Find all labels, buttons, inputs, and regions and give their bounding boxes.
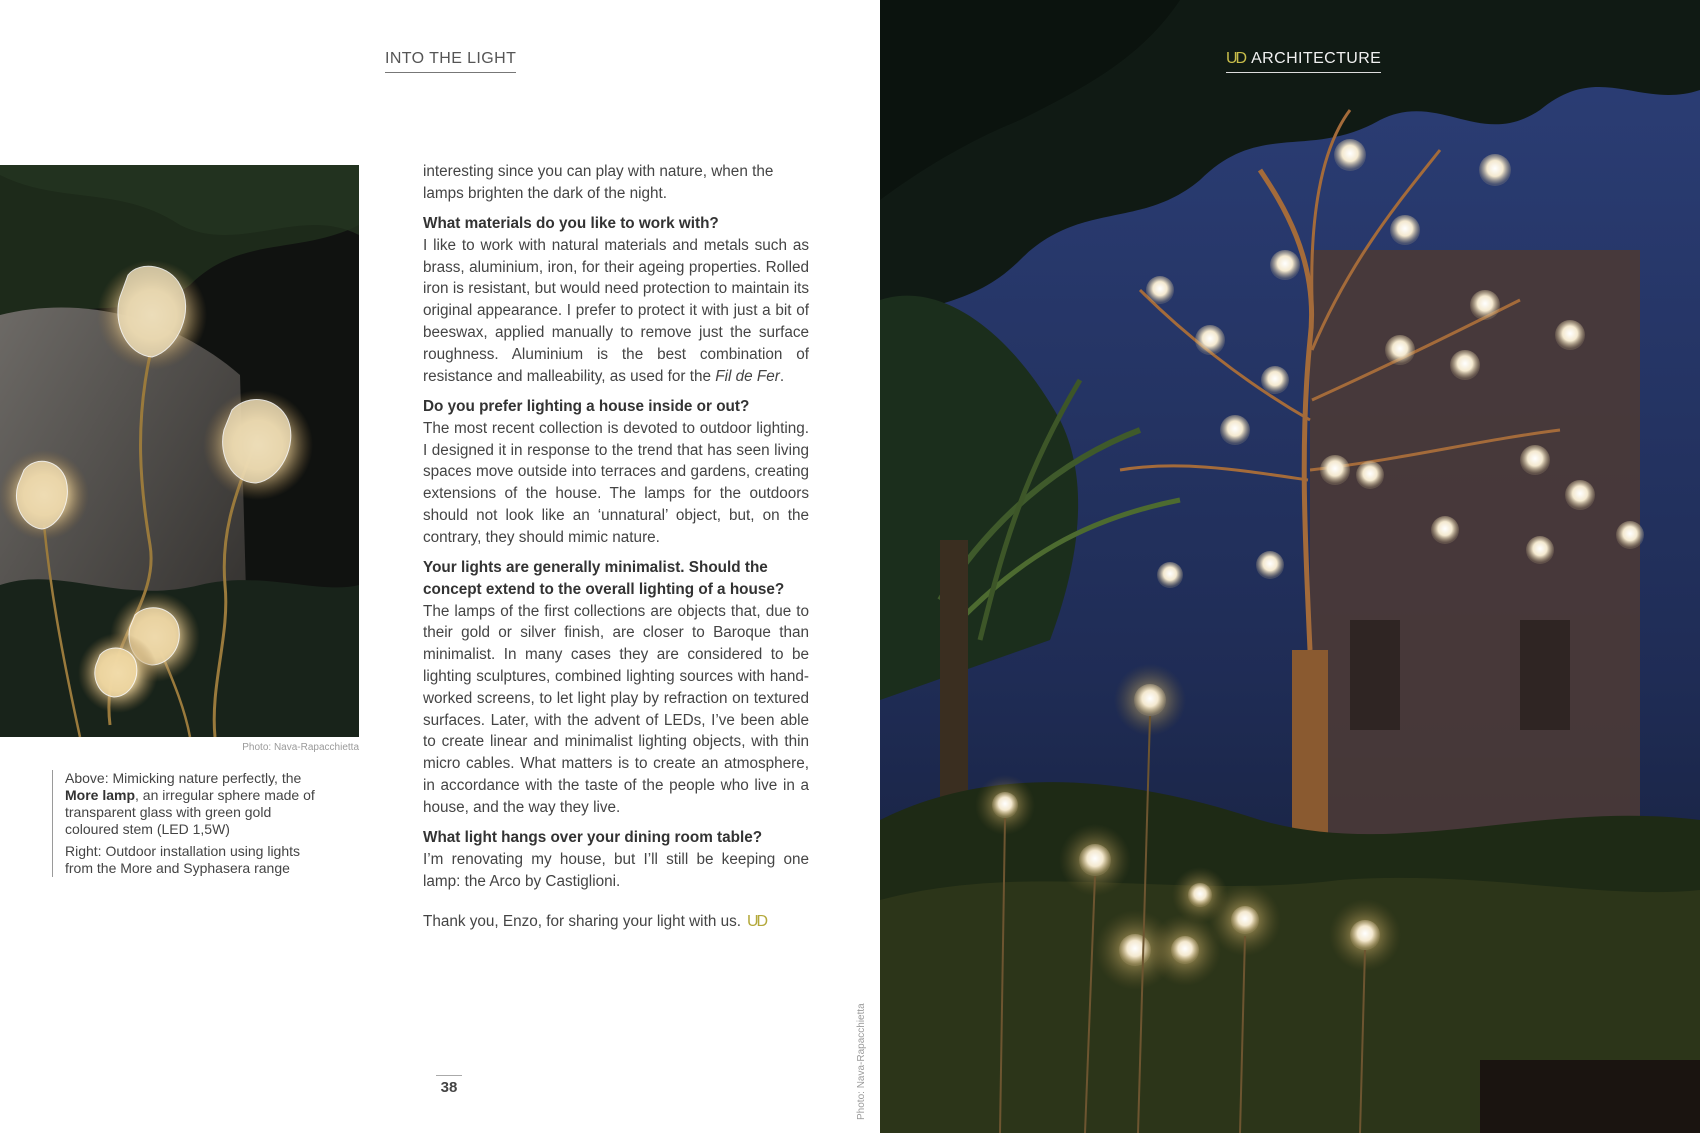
more-lamp-illustration	[0, 165, 359, 737]
question-minimalist: Your lights are generally minimalist. Should the concept extend to the overall lighting of a house?	[423, 559, 785, 598]
answer-materials: I like to work with natural materials and metals such as brass, aluminium, iron, for their ageing properties. Rolled iron is resistant, but would need protection to maintain its original appearance. I prefer to protect it with just a bit of beeswax, applied manually to remove just the surface roughness. Aluminium is the best combination of resistance and malleability, as used for the	[423, 236, 809, 385]
section-heading-right	[1226, 50, 1381, 73]
question-materials: What materials do you like to work with?	[423, 215, 719, 233]
qa-block-dining	[423, 827, 809, 892]
answer-materials-end: .	[779, 367, 785, 385]
garden-tree-lamp-illustration	[880, 0, 1700, 1133]
more-lamp-photo	[0, 165, 359, 737]
outdoor-installation-photo	[880, 0, 1700, 1133]
section-label: ARCHITECTURE	[1251, 50, 1382, 67]
ud-logo-icon: UD	[1226, 50, 1246, 67]
right-photo-credit: Photo: Nava-Rapacchietta	[856, 1003, 867, 1120]
caption-above	[65, 770, 322, 838]
question-inside-out: Do you prefer lighting a house inside or out?	[423, 397, 750, 415]
page-number: 38	[436, 1075, 462, 1096]
caption-above-suffix: , an irregular sphere made of transparent glass with green gold coloured stem (LED 1,5W)	[65, 787, 315, 837]
closing-line	[423, 911, 809, 933]
answer-dining: I’m renovating my house, but I’ll still be keeping one lamp: the Arco by Castiglioni.	[423, 850, 809, 890]
answer-materials-italic: Fil de Fer	[715, 367, 780, 385]
photo-credit: Photo: Nava-Rapacchietta	[242, 742, 359, 753]
answer-inside-out: The most recent collection is devoted to outdoor lighting. I designed it in response to the trend that has seen living spaces move outside into terraces and gardens, creating extensions of the house. The lamps for the outdoors should not look like an ‘unnatural’ object, but, on the contrary, they should mimic nature.	[423, 419, 809, 546]
answer-minimalist: The lamps of the first collections are objects that, due to their gold or silver finish, are closer to Baroque than minimalist. In many cases they are considered to be lighting sculptures, combined lighting sources with hand-worked screens, to let light play by refraction on textured surfaces. Later, with the advent of LEDs, I’ve been able to create linear and minimalist lighting objects, with thin micro cables. What matters is to create an atmosphere, in accordance with the taste of the people who live in a house, and the way they live.	[423, 602, 809, 816]
qa-block-inside-out	[423, 396, 809, 549]
caption-above-prefix: Above: Mimicking nature perfectly, the	[65, 770, 302, 786]
qa-block-materials	[423, 213, 809, 387]
question-dining: What light hangs over your dining room table?	[423, 829, 763, 847]
qa-block-minimalist	[423, 557, 809, 819]
section-heading: INTO THE LIGHT	[385, 50, 516, 73]
image-caption	[52, 770, 322, 877]
interview-body	[423, 161, 809, 941]
thanks-text: Thank you, Enzo, for sharing your light with us.	[423, 912, 741, 930]
article-lead: interesting since you can play with nature, when the lamps brighten the dark of the night.	[423, 163, 774, 202]
ud-end-mark-icon: UD	[747, 912, 767, 930]
caption-right: Right: Outdoor installation using lights from the More and Syphasera range	[65, 843, 301, 876]
caption-product-name: More lamp	[65, 787, 136, 803]
